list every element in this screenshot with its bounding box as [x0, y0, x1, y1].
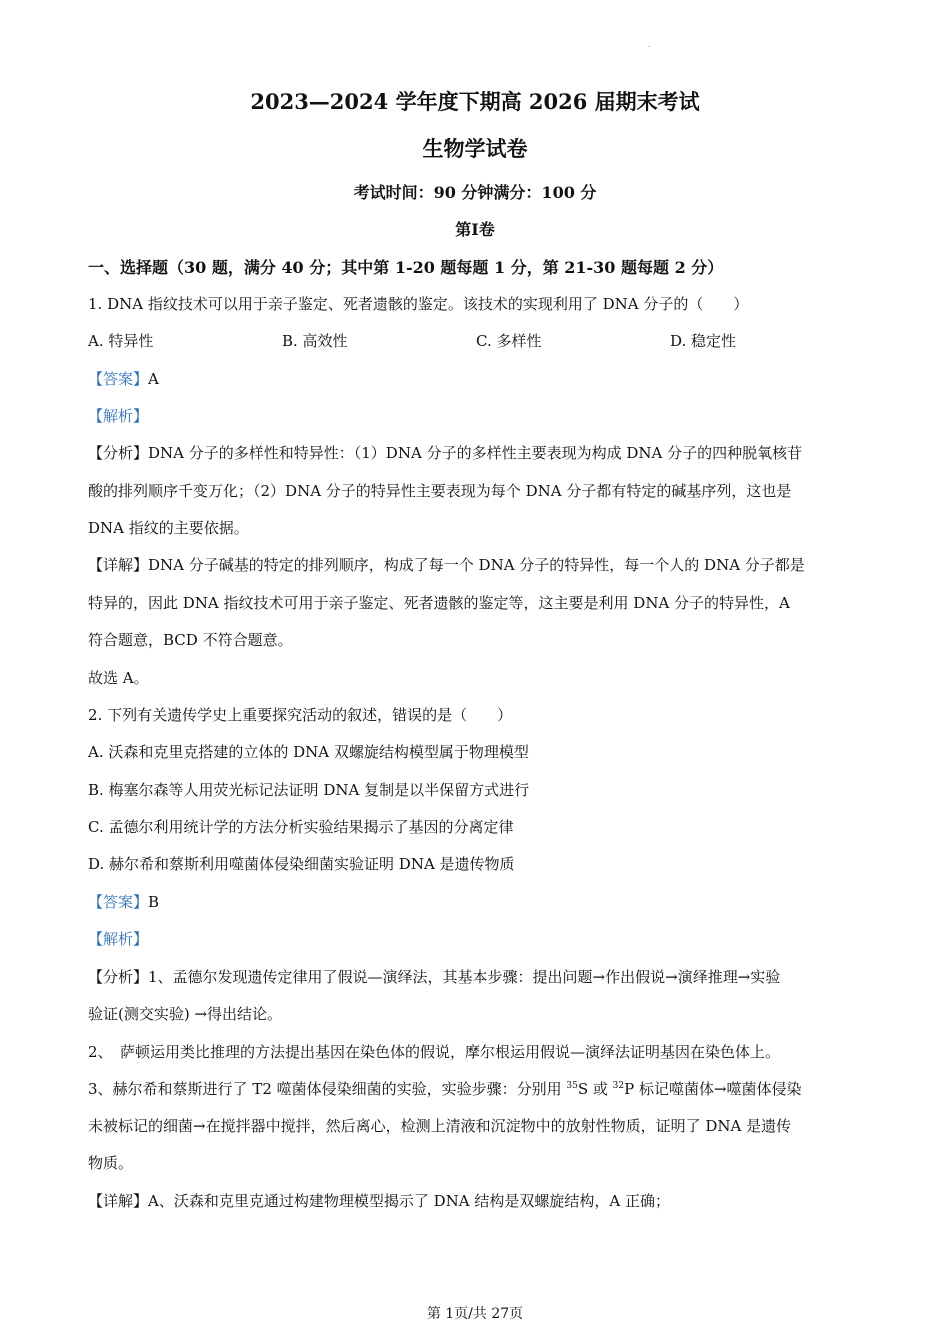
answer-value: A: [148, 370, 159, 388]
detail-tag: 【详解】: [88, 556, 149, 574]
q1-option-d: D. 稳定性: [670, 332, 737, 350]
q1-conclusion: 故选 A。: [88, 669, 149, 687]
q2-option-d: D. 赫尔希和蔡斯利用噬菌体侵染细菌实验证明 DNA 是遗传物质: [88, 855, 515, 873]
q2-stem: 2. 下列有关遗传学史上重要探究活动的叙述，错误的是（ ）: [88, 706, 513, 724]
detail-text: DNA 分子碱基的特定的排列顺序，构成了每一个 DNA 分子的特异性，每一个人的 DNA 分子都是: [148, 556, 805, 574]
volume-title: 第Ⅰ卷: [455, 220, 495, 239]
q2-option-c: C. 孟德尔利用统计学的方法分析实验结果揭示了基因的分离定律: [88, 818, 514, 836]
superscript-35: 35: [566, 1081, 578, 1091]
q2-answer: [88, 891, 159, 912]
q1-detail-line: [88, 554, 805, 575]
analysis-text: S 或: [577, 1080, 613, 1098]
q1-answer: [88, 368, 159, 389]
q1-analysis-line: 酸的排列顺序千变万化；（2）DNA 分子的特异性主要表现为每个 DNA 分子都有特定的碱基序列，这也是: [88, 482, 792, 500]
q2-detail-line: [88, 1190, 670, 1211]
analysis-text: DNA 分子的多样性和特异性：（1）DNA 分子的多样性主要表现为构成 DNA 分子的四种脱氧核苷: [148, 444, 803, 462]
q1-detail-line: 符合题意，BCD 不符合题意。: [88, 631, 293, 649]
superscript-32: 32: [612, 1081, 625, 1091]
q1-analysis-label: 【解析】: [88, 407, 149, 425]
q2-analysis-line: 未被标记的细菌→在搅拌器中搅拌，然后离心，检测上清液和沉淀物中的放射性物质，证明了 DNA 是遗传: [88, 1117, 792, 1135]
analysis-text: 3、赫尔希和蔡斯进行了 T2 噬菌体侵染细菌的实验，实验步骤：分别用: [88, 1080, 567, 1098]
q1-analysis-line: [88, 442, 802, 463]
q1-option-c: C. 多样性: [476, 332, 542, 350]
exam-title: 2023—2024 学年度下期高 2026 届期末考试: [250, 89, 700, 114]
q1-stem: 1. DNA 指纹技术可以用于亲子鉴定、死者遗骸的鉴定。该技术的实现利用了 DNA 分子的（ ）: [88, 295, 749, 313]
subject-title: 生物学试卷: [422, 136, 528, 161]
analysis-tag: 【分析】: [88, 968, 149, 986]
section-title: 一、选择题（30 题，满分 40 分；其中第 1-20 题每题 1 分，第 21-30 题每题 2 分）: [88, 258, 724, 277]
q1-option-a: A. 特异性: [88, 332, 154, 350]
page-footer: 第 1页/共 27页: [426, 1306, 524, 1322]
q2-option-b: B. 梅塞尔森等人用荧光标记法证明 DNA 复制是以半保留方式进行: [88, 781, 530, 799]
detail-tag: 【详解】: [88, 1192, 149, 1210]
q2-analysis-line: 物质。: [88, 1154, 134, 1172]
q2-analysis-line: [88, 966, 780, 987]
detail-text: A、沃森和克里克通过构建物理模型揭示了 DNA 结构是双螺旋结构，A 正确；: [148, 1192, 670, 1210]
q2-option-a: A. 沃森和克里克搭建的立体的 DNA 双螺旋结构模型属于物理模型: [88, 743, 529, 761]
answer-value: B: [148, 893, 160, 911]
q2-analysis-line: 验证(测交实验) →得出结论。: [88, 1005, 283, 1023]
q1-analysis-line: DNA 指纹的主要依据。: [88, 519, 249, 537]
analysis-text: P 标记噬菌体→噬菌体侵染: [624, 1080, 802, 1098]
q1-option-b: B. 高效性: [282, 332, 348, 350]
answer-tag: 【答案】: [88, 370, 149, 388]
analysis-tag: 【分析】: [88, 444, 149, 462]
q1-detail-line: 特异的，因此 DNA 指纹技术可用于亲子鉴定、死者遗骸的鉴定等，这主要是利用 DNA 分子的特异性，A: [88, 594, 790, 612]
q2-analysis-label: 【解析】: [88, 930, 149, 948]
analysis-text: 1、孟德尔发现遗传定律用了假说—演绎法，其基本步骤：提出问题→作出假说→演绎推理→实验: [148, 968, 781, 986]
answer-tag: 【答案】: [88, 893, 149, 911]
q2-analysis-line: [88, 1078, 802, 1099]
exam-info: 考试时间：90 分钟满分：100 分: [353, 183, 597, 202]
decorative-dot: .: [648, 40, 651, 49]
q2-analysis-line: 2、 萨顿运用类比推理的方法提出基因在染色体的假说，摩尔根运用假说—演绎法证明基因在染色体上。: [88, 1043, 781, 1061]
